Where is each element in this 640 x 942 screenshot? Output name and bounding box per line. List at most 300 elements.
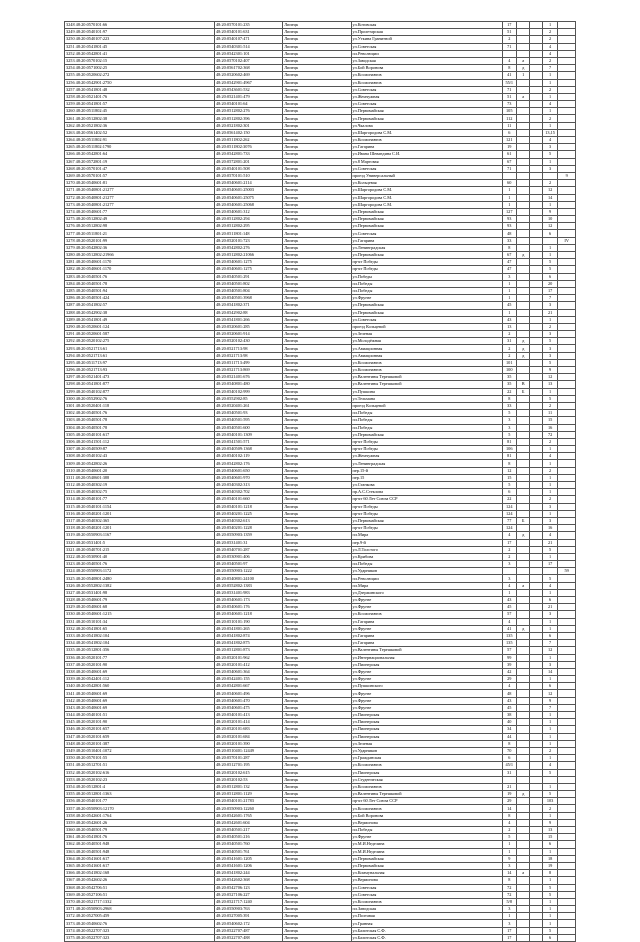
table-cell: Липецк	[283, 640, 351, 647]
table-cell	[517, 36, 530, 43]
table-cell: 60	[502, 180, 516, 187]
table-cell: Липецк	[283, 575, 351, 582]
table-row	[65, 79, 576, 86]
table-cell	[517, 834, 530, 841]
table-cell: пр-кт Победы	[351, 266, 502, 273]
table-cell	[530, 891, 542, 898]
table-cell: 3	[502, 906, 516, 913]
table-cell: 48:20:0510401:12449	[214, 747, 282, 754]
table-cell: 71	[502, 165, 516, 172]
table-cell: Липецк	[283, 172, 351, 179]
table-cell: 17	[502, 934, 516, 941]
table-row	[65, 287, 576, 294]
table-cell: 48:20:0540601:25068	[214, 201, 282, 208]
table-cell: 3371 48:20:0550903:2968	[65, 906, 215, 913]
table-cell: Липецк	[283, 755, 351, 762]
table-cell: 2	[502, 553, 516, 560]
table-cell: 3367 48:20:0542602:26	[65, 877, 215, 884]
table-cell: 48:20:0540101:1218	[214, 503, 282, 510]
table-cell: проезд Кольцевой	[351, 323, 502, 330]
table-cell: пл.Победы	[351, 417, 502, 424]
table-cell: Липецк	[283, 841, 351, 848]
table-cell: Липецк	[283, 137, 351, 144]
table-cell: 48:20:0512801:1129	[214, 791, 282, 798]
table-cell: 3301 48:20:0520401:118	[65, 402, 215, 409]
table-row	[65, 726, 576, 733]
table-cell: Липецк	[283, 57, 351, 64]
table-cell: 10	[542, 216, 558, 223]
table-cell: пл.Победы	[351, 561, 502, 568]
table-cell	[558, 115, 576, 122]
table-cell: 48:20:0540501:291	[214, 273, 282, 280]
table-cell: 3280 48:20:0512802:21966	[65, 252, 215, 259]
table-cell	[517, 367, 530, 374]
table-cell	[558, 129, 576, 136]
table-cell: Липецк	[283, 86, 351, 93]
table-cell: 3335 48:20:0512801:356	[65, 647, 215, 654]
table-row	[65, 266, 576, 273]
table-cell	[530, 302, 542, 309]
table-cell	[530, 776, 542, 783]
table-cell: 17	[542, 561, 558, 568]
table-cell: 21	[542, 539, 558, 546]
table-cell: 48:20:0541801:265	[214, 625, 282, 632]
table-cell: 1	[542, 712, 558, 719]
table-cell: 47	[502, 259, 516, 266]
table-cell: ул.Ленинградская	[351, 460, 502, 467]
table-cell	[530, 129, 542, 136]
table-cell: Липецк	[283, 287, 351, 294]
table-cell: 93	[502, 223, 516, 230]
table-cell: 3294 48:20:0521713:61	[65, 352, 215, 359]
table-cell	[530, 697, 542, 704]
table-cell: Липецк	[283, 791, 351, 798]
table-cell: 3349 48:20:0510401:1072	[65, 747, 215, 754]
table-cell: 3353 48:20:0520102:23	[65, 776, 215, 783]
table-cell: д	[517, 625, 530, 632]
table-cell: 3351 48:20:0512701:51	[65, 762, 215, 769]
table-cell: 72	[502, 884, 516, 891]
table-cell: ул.Пионерская	[351, 719, 502, 726]
table-cell: 48	[502, 230, 516, 237]
table-cell	[530, 517, 542, 524]
table-row	[65, 402, 576, 409]
table-cell: 48:20:0521401:479	[214, 93, 282, 100]
table-cell	[530, 647, 542, 654]
table-row	[65, 719, 576, 726]
table-cell	[530, 295, 542, 302]
table-cell	[558, 525, 576, 532]
table-cell: 33	[502, 402, 516, 409]
table-cell: Липецк	[283, 661, 351, 668]
table-cell	[517, 755, 530, 762]
table-cell	[517, 647, 530, 654]
table-cell: 3313 48:20:0540302:75	[65, 489, 215, 496]
table-cell	[530, 359, 542, 366]
table-cell: ул.Авиационная	[351, 352, 502, 359]
table-cell	[530, 338, 542, 345]
table-cell: 8	[502, 244, 516, 251]
table-cell	[530, 381, 542, 388]
table-cell: 48:20:0540601:970	[214, 474, 282, 481]
table-cell: 3319 48:20:0550903:1167	[65, 532, 215, 539]
table-cell: 4	[542, 101, 558, 108]
table-cell	[558, 482, 576, 489]
table-cell	[558, 201, 576, 208]
table-cell: Липецк	[283, 812, 351, 819]
table-cell	[558, 539, 576, 546]
table-cell: 1	[542, 122, 558, 129]
table-cell: ул.Балитская С.Ф.	[351, 934, 502, 941]
table-cell: Липецк	[283, 747, 351, 754]
table-row	[65, 137, 576, 144]
table-cell: 1	[542, 79, 558, 86]
table-cell: 29	[502, 676, 516, 683]
table-cell: 3312 48:20:0540302:19	[65, 482, 215, 489]
table-cell: Липецк	[283, 539, 351, 546]
table-cell	[517, 553, 530, 560]
table-cell	[530, 165, 542, 172]
table-cell	[558, 898, 576, 905]
table-cell: Липецк	[283, 712, 351, 719]
table-cell	[517, 359, 530, 366]
table-cell: 3296 48:20:0521713:93	[65, 367, 215, 374]
table-cell: Липецк	[283, 29, 351, 36]
table-cell	[558, 259, 576, 266]
table-cell: 1	[502, 295, 516, 302]
table-cell: 2	[502, 331, 516, 338]
table-cell: ул.Первомайская	[351, 431, 502, 438]
table-cell	[530, 474, 542, 481]
table-cell	[558, 712, 576, 719]
table-cell	[530, 237, 542, 244]
table-cell: Липецк	[283, 496, 351, 503]
table-cell: IV	[558, 237, 576, 244]
table-row	[65, 597, 576, 604]
table-cell	[530, 827, 542, 834]
table-cell: 2	[542, 496, 558, 503]
table-cell	[558, 453, 576, 460]
table-cell	[530, 654, 542, 661]
table-cell: 1	[502, 201, 516, 208]
table-cell: ул.Пушкинского	[351, 683, 502, 690]
table-cell	[530, 172, 542, 179]
table-cell	[517, 862, 530, 869]
table-cell: 48:20:0510101:190	[214, 618, 282, 625]
table-cell: пл.Победы	[351, 287, 502, 294]
table-cell: 3295 48:20:0511713:97	[65, 359, 215, 366]
table-row	[65, 884, 576, 891]
table-cell: 3290 48:20:0520601:124	[65, 323, 215, 330]
table-cell	[502, 172, 516, 179]
table-cell: Липецк	[283, 740, 351, 747]
table-cell	[530, 841, 542, 848]
table-cell: ул.Первомайская	[351, 108, 502, 115]
table-cell: Липецк	[283, 79, 351, 86]
table-cell: 3307 48:20:0540509:87	[65, 446, 215, 453]
table-cell: ул.Тельмана	[351, 395, 502, 402]
table-cell: 2	[502, 352, 516, 359]
table-cell: 48:20:0540601:1218	[214, 611, 282, 618]
table-row	[65, 733, 576, 740]
table-cell	[558, 388, 576, 395]
table-cell	[558, 805, 576, 812]
table-cell: ул.Космонавтов	[351, 367, 502, 374]
table-cell: ул.Ударников	[351, 747, 502, 754]
table-cell: ул.Космонавтов	[351, 898, 502, 905]
table-row	[65, 367, 576, 374]
table-cell: ул.Авиационная	[351, 345, 502, 352]
table-cell: ул.М.И.Неделина	[351, 848, 502, 855]
table-cell: 48:20:0550903:1359	[214, 532, 282, 539]
table-cell: ул.Дзержинского	[351, 589, 502, 596]
table-row	[65, 50, 576, 57]
table-cell	[517, 719, 530, 726]
table-cell: Липецк	[283, 122, 351, 129]
table-cell: 5	[542, 575, 558, 582]
table-cell: 57	[502, 611, 516, 618]
table-cell	[530, 791, 542, 798]
table-cell	[558, 575, 576, 582]
table-cell: Липецк	[283, 582, 351, 589]
table-cell: 3	[502, 561, 516, 568]
table-cell	[530, 331, 542, 338]
table-cell: 13,15	[542, 129, 558, 136]
table-row	[65, 187, 576, 194]
table-cell: 3262 48:20:0521802:36	[65, 122, 215, 129]
table-cell: Липецк	[283, 654, 351, 661]
table-cell: 3330 48:20:0540601:1215	[65, 611, 215, 618]
table-cell	[530, 812, 542, 819]
table-cell: 3277 48:20:0511801:21	[65, 230, 215, 237]
table-cell: 1	[542, 625, 558, 632]
table-cell: ул.Советская	[351, 316, 502, 323]
table-row	[65, 180, 576, 187]
table-cell: 48:20:0541601:1206	[214, 862, 282, 869]
table-row	[65, 424, 576, 431]
table-cell: 3282 48:20:0540601:1170	[65, 266, 215, 273]
table-cell: 48:20:0520101:683	[214, 726, 282, 733]
table-cell	[530, 316, 542, 323]
table-cell: 42	[502, 668, 516, 675]
table-cell: 48:20:0540101:21783	[214, 798, 282, 805]
table-cell	[558, 618, 576, 625]
table-row	[65, 395, 576, 402]
table-cell	[558, 891, 576, 898]
table-cell	[558, 798, 576, 805]
table-cell: 48:20:0552802:1383	[214, 582, 282, 589]
table-cell	[530, 230, 542, 237]
table-cell: Липецк	[283, 230, 351, 237]
table-row	[65, 517, 576, 524]
table-cell: 21	[542, 309, 558, 316]
table-cell	[530, 625, 542, 632]
table-cell: пр-кт Победы	[351, 446, 502, 453]
table-cell: ул.Крибова	[351, 553, 502, 560]
table-cell: пл.Мира	[351, 532, 502, 539]
table-cell: ул.Шаргородова С.М.	[351, 194, 502, 201]
table-cell	[517, 86, 530, 93]
table-cell	[558, 546, 576, 553]
table-cell: 1	[502, 848, 516, 855]
table-cell: ул.Шаргородова С.М.	[351, 201, 502, 208]
table-cell: 1	[542, 676, 558, 683]
table-cell	[558, 410, 576, 417]
table-cell: 48:20:0542401:155	[214, 676, 282, 683]
table-cell: 3316 48:20:0540201:1201	[65, 510, 215, 517]
table-cell	[542, 172, 558, 179]
table-cell	[558, 517, 576, 524]
table-cell	[558, 632, 576, 639]
table-cell: Липецк	[283, 517, 351, 524]
table-cell	[530, 683, 542, 690]
table-cell	[530, 208, 542, 215]
table-cell: пл.Заводская	[351, 906, 502, 913]
table-cell: 2	[542, 36, 558, 43]
table-cell: 48:20:0520101:390	[214, 740, 282, 747]
table-cell: ул.Гагарина	[351, 618, 502, 625]
table-row	[65, 647, 576, 654]
table-cell: ул.Кольцевая	[351, 180, 502, 187]
table-cell	[517, 762, 530, 769]
table-cell	[517, 460, 530, 467]
table-cell: 48:20:0540602:172	[214, 920, 282, 927]
table-cell: Липецк	[283, 762, 351, 769]
table-cell: 3354 48:20:0512801:4	[65, 783, 215, 790]
table-cell	[558, 841, 576, 848]
table-cell	[517, 561, 530, 568]
table-cell	[517, 676, 530, 683]
table-cell: 48:20:0520102:615	[214, 769, 282, 776]
table-cell	[530, 690, 542, 697]
table-row	[65, 704, 576, 711]
table-cell	[558, 676, 576, 683]
table-cell	[530, 345, 542, 352]
table-cell	[558, 316, 576, 323]
table-cell: 12	[542, 374, 558, 381]
table-cell: 48:20:0530901:406	[214, 553, 282, 560]
table-cell: ул.Гагарина	[351, 144, 502, 151]
table-cell	[517, 712, 530, 719]
table-cell: ул.Космонавтов	[351, 72, 502, 79]
table-cell: 3288 48:20:0542902:38	[65, 309, 215, 316]
table-cell	[530, 539, 542, 546]
table-cell: 1	[542, 201, 558, 208]
table-cell	[558, 266, 576, 273]
table-cell: 1	[542, 783, 558, 790]
table-cell: 3314 48:20:0540101:77	[65, 496, 215, 503]
table-cell: 3260 48:20:0511802:45	[65, 108, 215, 115]
table-row	[65, 302, 576, 309]
table-cell: Липецк	[283, 194, 351, 201]
table-cell	[517, 410, 530, 417]
table-cell: ул.Пушкина	[351, 388, 502, 395]
table-cell	[517, 309, 530, 316]
table-cell	[558, 503, 576, 510]
table-cell: 16	[542, 525, 558, 532]
table-cell: 3355 48:20:0512801:1363	[65, 791, 215, 798]
table-cell	[530, 194, 542, 201]
table-cell: 7	[542, 65, 558, 72]
table-row	[65, 870, 576, 877]
table-cell	[530, 877, 542, 884]
table-cell: 3328 48:20:0540601:79	[65, 597, 215, 604]
table-cell: 48:20:0550903:12260	[214, 805, 282, 812]
table-cell: 3325 48:20:0540801:2480	[65, 575, 215, 582]
table-cell: 20	[542, 280, 558, 287]
table-cell	[530, 503, 542, 510]
table-cell: 1	[542, 316, 558, 323]
table-row	[65, 798, 576, 805]
table-cell: 48:20:0552902:85	[214, 395, 282, 402]
table-cell: 48:20:0550903:763	[214, 906, 282, 913]
table-cell: Липецк	[283, 920, 351, 927]
table-cell	[530, 525, 542, 532]
table-cell: Липецк	[283, 927, 351, 934]
table-cell: 3	[502, 575, 516, 582]
table-cell: 3341 48:20:0540601:69	[65, 690, 215, 697]
table-cell	[558, 791, 576, 798]
table-cell: 48:20:0511802:262	[214, 137, 282, 144]
table-cell: Липецк	[283, 129, 351, 136]
table-cell: ул.Балитская С.Ф.	[351, 927, 502, 934]
table-row	[65, 43, 576, 50]
table-cell: ул.Бой Воронова	[351, 65, 502, 72]
table-cell	[530, 79, 542, 86]
table-cell	[530, 115, 542, 122]
table-row	[65, 575, 576, 582]
table-cell: 48:20:0521717:1240	[214, 898, 282, 905]
table-cell: ул.Советская	[351, 165, 502, 172]
table-cell: а	[517, 57, 530, 64]
table-cell: 3322 48:20:0530901:40	[65, 553, 215, 560]
table-cell	[517, 906, 530, 913]
table-cell: 3	[542, 345, 558, 352]
table-cell: 5	[542, 359, 558, 366]
table-cell: Липецк	[283, 690, 351, 697]
table-cell	[558, 101, 576, 108]
table-cell: ул.Станкова	[351, 482, 502, 489]
table-cell: 48:20:0542802:276	[214, 244, 282, 251]
table-cell: 3	[502, 417, 516, 424]
table-cell: 48:20:0512802:396	[214, 115, 282, 122]
table-row	[65, 539, 576, 546]
table-cell: 3	[542, 331, 558, 338]
table-cell	[530, 546, 542, 553]
table-cell: 41	[502, 72, 516, 79]
table-cell: 3336 48:20:0520101:77	[65, 654, 215, 661]
table-cell: Липецк	[283, 266, 351, 273]
table-cell: 14	[502, 805, 516, 812]
table-cell: 48:20:0511802:3076	[214, 144, 282, 151]
table-row	[65, 144, 576, 151]
table-cell	[530, 805, 542, 812]
table-cell: Липецк	[283, 367, 351, 374]
table-cell	[530, 870, 542, 877]
table-cell: 48:20:0540801:24100	[214, 575, 282, 582]
table-row	[65, 747, 576, 754]
table-cell	[558, 510, 576, 517]
table-cell: 51	[502, 93, 516, 100]
table-cell	[530, 431, 542, 438]
table-cell: 48:20:0541802:875	[214, 640, 282, 647]
table-cell: 3265 48:20:0511802:1790	[65, 144, 215, 151]
table-cell	[530, 29, 542, 36]
table-cell: Липецк	[283, 848, 351, 855]
table-cell: 3326 48:20:0552802:1382	[65, 582, 215, 589]
table-cell: ул.Первомайская	[351, 302, 502, 309]
table-cell	[558, 553, 576, 560]
